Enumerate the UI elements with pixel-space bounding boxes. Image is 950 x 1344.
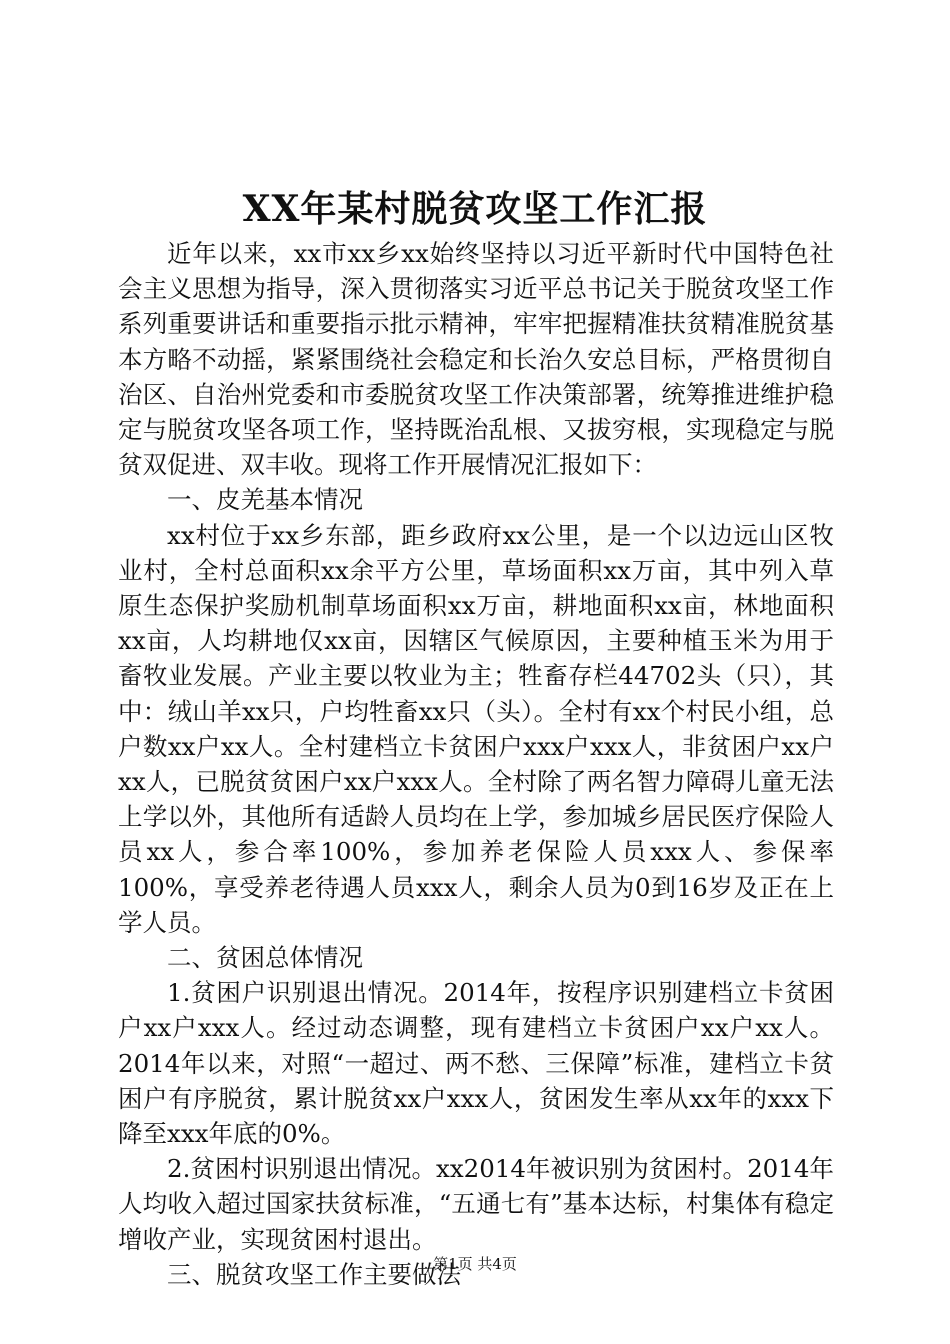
document-title: XX年某村脱贫攻坚工作汇报 <box>242 188 708 230</box>
page-number-footer: 第1页 共4页 <box>433 1255 517 1273</box>
section-heading-3: 三、脱贫攻坚工作主要做法 <box>167 1259 461 1289</box>
section1-paragraph: xx村位于xx乡东部，距乡政府xx公里，是一个以边远山区牧业村，全村总面积xx余平方公里，草场面积xx万亩，其中列入草原生态保护奖励机制草场面积xx万亩，耕地面积xx亩，林地面积xx亩，人均耕地仅xx亩，因辖区气候原因，主要种植玉米为用于畜牧业发展。产业主要以牧业为主；牲畜存栏44702头（只），其中：绒山羊xx只，户均牲畜xx只（头）。全村有xx个村民小组，总户数xx户xx人。全村建档立卡贫困户xxx户xxx人，非贫困户xx户xx人，已脱贫贫困户xx户xxx人。全村除了两名智力障碍儿童无法上学以外，其他所有适龄人员均在上学，参加城乡居民医疗保险人员xx人，参合率100%，参加养老保险人员xxx人、参保率100%，享受养老待遇人员xxx人，剩余人员为0到16岁及正在上学人员。 <box>118 520 834 937</box>
section2-item-2: 2.贫困村识别退出情况。xx2014年被识别为贫困村。2014年人均收入超过国家扶贫标准，“五通七有”基本达标，村集体有稳定增收产业，实现贫困村退出。 <box>118 1154 834 1254</box>
section-heading-1: 一、皮羌基本情况 <box>167 485 363 515</box>
document-body <box>118 236 834 1292</box>
section2-item-1: 1.贫困户识别退出情况。2014年，按程序识别建档立卡贫困户xx户xxx人。经过动态调整，现有建档立卡贫困户xx户xx人。2014年以来，对照“一超过、两不愁、三保障”标准，建档立卡贫困户有序脱贫，累计脱贫xx户xxx人，贫困发生率从xx年的xxx下降至xxx年底的0%。 <box>118 978 834 1149</box>
section-heading-2: 二、贫困总体情况 <box>167 943 363 973</box>
intro-paragraph: 近年以来，xx市xx乡xx始终坚持以习近平新时代中国特色社会主义思想为指导，深入贯彻落实习近平总书记关于脱贫攻坚工作系列重要讲话和重要指示批示精神，牢牢把握精准扶贫精准脱贫基本方略不动摇，紧紧围绕社会稳定和长治久安总目标，严格贯彻自治区、自治州党委和市委脱贫攻坚工作决策部署，统筹推进维护稳定与脱贫攻坚各项工作，坚持既治乱根、又拔穷根，实现稳定与脱贫双促进、双丰收。现将工作开展情况汇报如下： <box>118 239 834 480</box>
